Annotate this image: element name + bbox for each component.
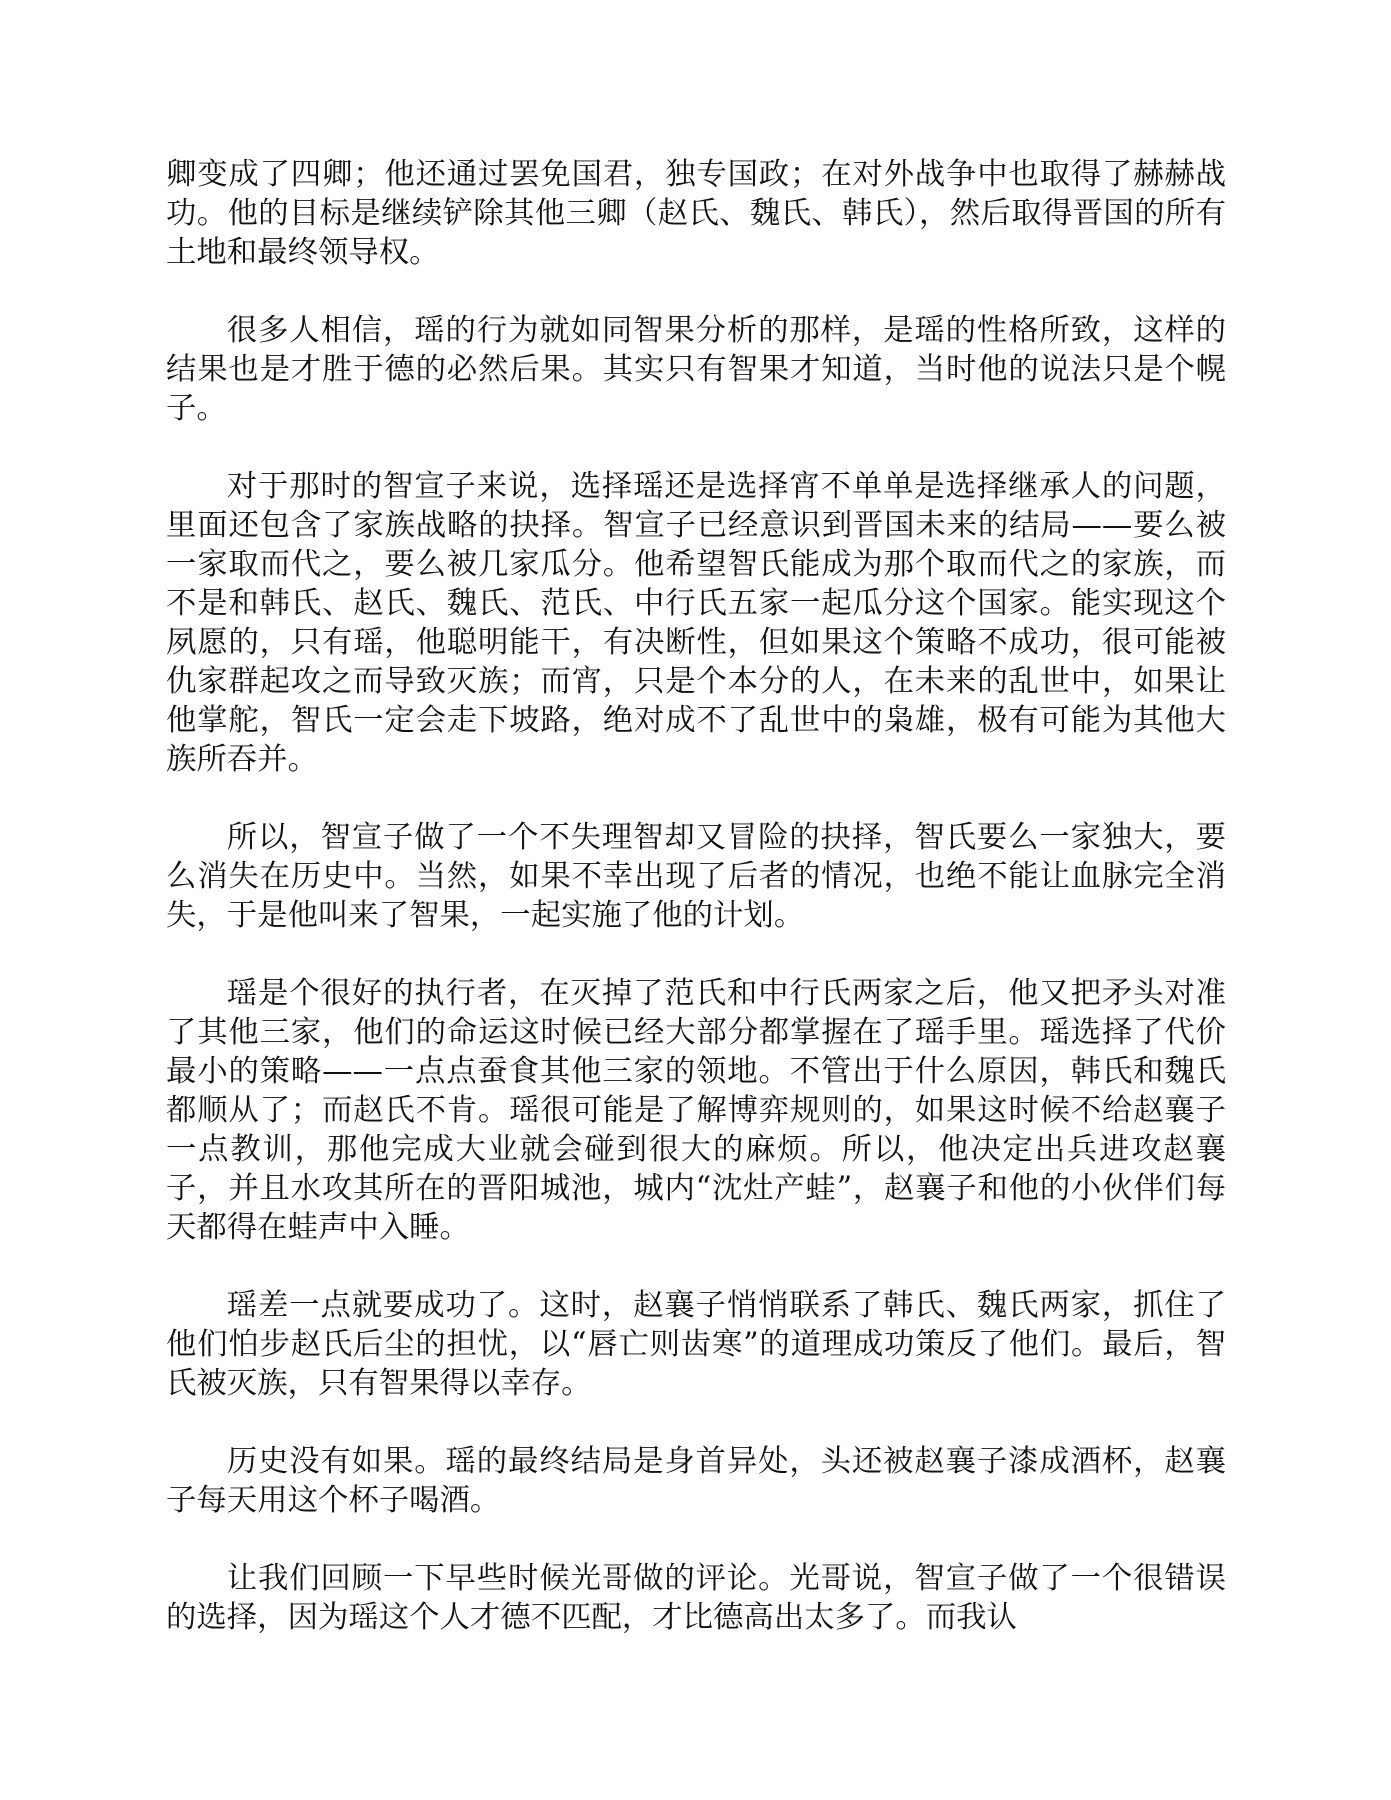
- paragraph-continued: 卿变成了四卿；他还通过罢免国君，独专国政；在对外战争中也取得了赫赫战功。他的目标是继续铲除其他三卿（赵氏、魏氏、韩氏），然后取得晋国的所有土地和最终领导权。: [166, 157, 1226, 270]
- paragraph: 所以，智宣子做了一个不失理智却又冒险的抉择，智氏要么一家独大，要么消失在历史中。当然，如果不幸出现了后者的情况，也绝不能让血脉完全消失，于是他叫来了智果，一起实施了他的计划。: [166, 820, 1226, 933]
- paragraph-truncated: 让我们回顾一下早些时候光哥做的评论。光哥说，智宣子做了一个很错误的选择，因为瑶这个人才德不匹配，才比德高出太多了。而我认: [166, 1561, 1226, 1635]
- paragraph: 对于那时的智宣子来说，选择瑶还是选择宵不单单是选择继承人的问题，里面还包含了家族战略的抉择。智宣子已经意识到晋国未来的结局——要么被一家取而代之，要么被几家瓜分。他希望智氏能成为那个取而代之的家族，而不是和韩氏、赵氏、魏氏、范氏、中行氏五家一起瓜分这个国家。能实现这个夙愿的，只有瑶，他聪明能干，有决断性，但如果这个策略不成功，很可能被仇家群起攻之而导致灭族；而宵，只是个本分的人，在未来的乱世中，如果让他掌舵，智氏一定会走下坡路，绝对成不了乱世中的枭雄，极有可能为其他大族所吞并。: [166, 469, 1226, 777]
- paragraph: 历史没有如果。瑶的最终结局是身首异处，头还被赵襄子漆成酒杯，赵襄子每天用这个杯子喝酒。: [166, 1444, 1226, 1518]
- paragraph: 很多人相信，瑶的行为就如同智果分析的那样，是瑶的性格所致，这样的结果也是才胜于德的必然后果。其实只有智果才知道，当时他的说法只是个幌子。: [166, 313, 1226, 426]
- body-text: [166, 155, 1226, 1676]
- paragraph: 瑶是个很好的执行者，在灭掉了范氏和中行氏两家之后，他又把矛头对准了其他三家，他们的命运这时候已经大部分都掌握在了瑶手里。瑶选择了代价最小的策略——一点点蚕食其他三家的领地。不管出于什么原因，韩氏和魏氏都顺从了；而赵氏不肯。瑶很可能是了解博弈规则的，如果这时候不给赵襄子一点教训，那他完成大业就会碰到很大的麻烦。所以，他决定出兵进攻赵襄子，并且水攻其所在的晋阳城池，城内“沈灶产蛙”，赵襄子和他的小伙伴们每天都得在蛙声中入睡。: [166, 976, 1226, 1245]
- paragraph: 瑶差一点就要成功了。这时，赵襄子悄悄联系了韩氏、魏氏两家，抓住了他们怕步赵氏后尘的担忧，以“唇亡则齿寒”的道理成功策反了他们。最后，智氏被灭族，只有智果得以幸存。: [166, 1288, 1226, 1401]
